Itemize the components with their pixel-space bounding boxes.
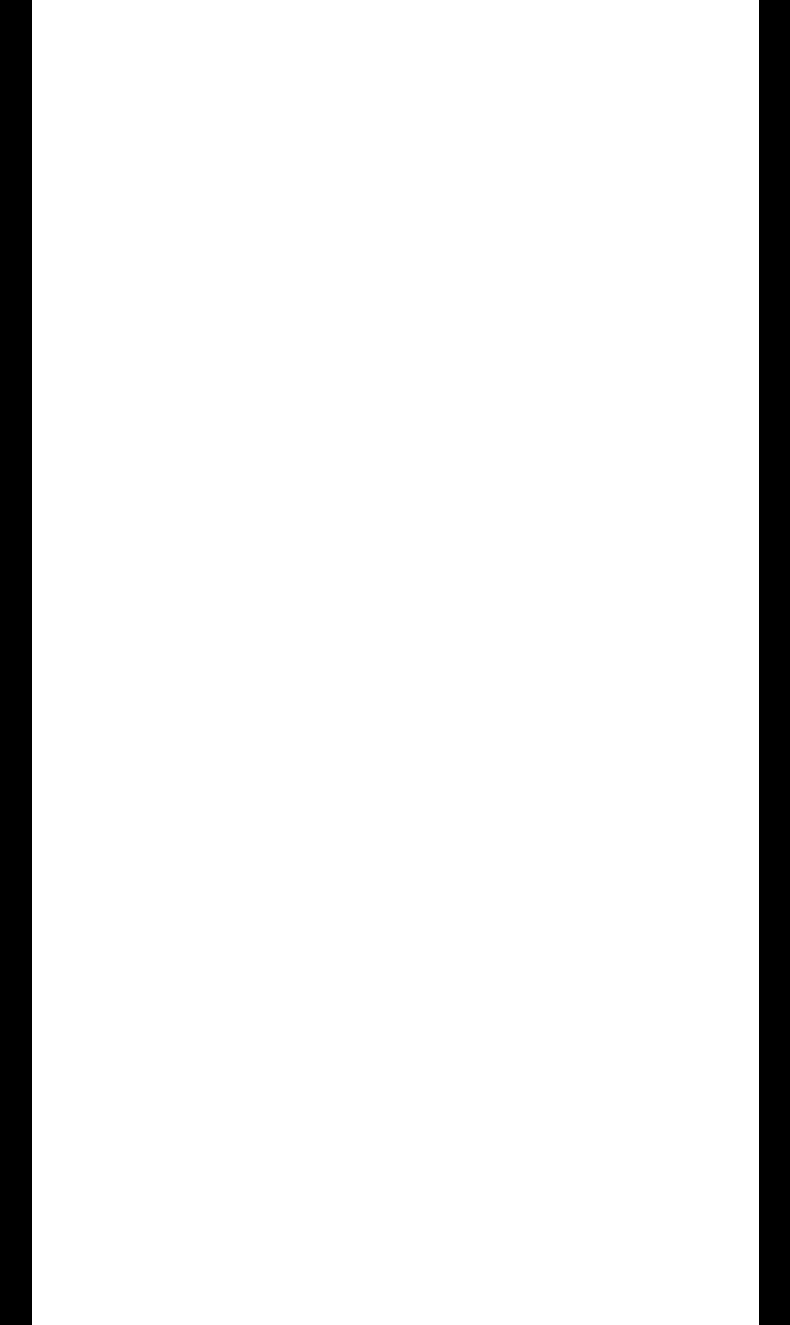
pump-specification-table — [68, 0, 736, 1325]
right-pillarbox — [759, 0, 790, 1325]
left-pillarbox — [0, 0, 32, 1325]
